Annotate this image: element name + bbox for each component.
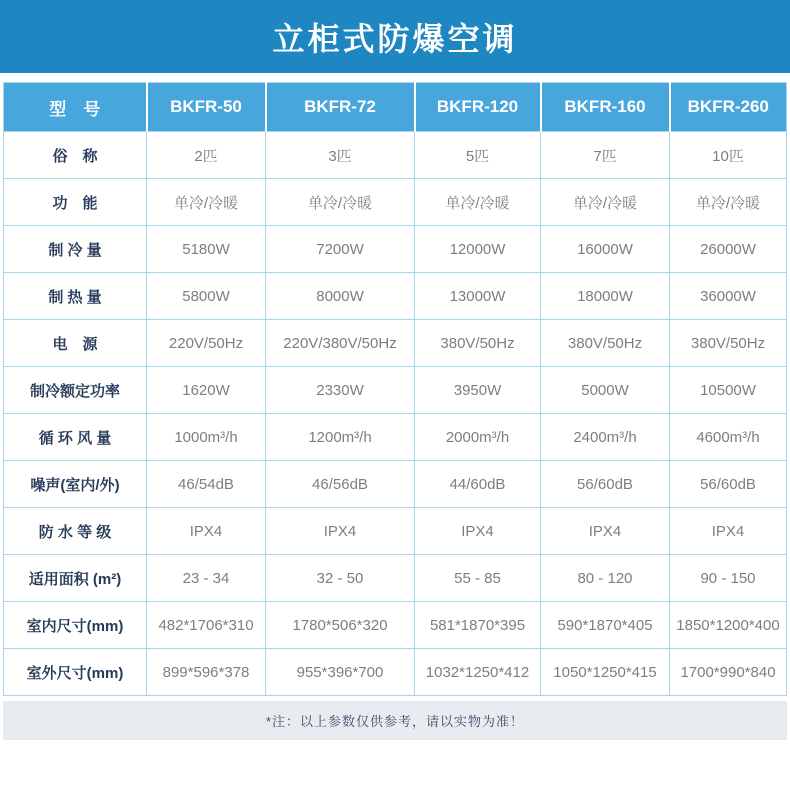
spec-cell: 单冷/冷暖 [147,179,266,226]
spec-cell: IPX4 [147,508,266,555]
spec-table-body [4,132,787,696]
spec-cell: 55 - 85 [415,555,541,602]
spec-cell: 56/60dB [541,461,670,508]
spec-cell: 2匹 [147,132,266,179]
spec-cell: 13000W [415,273,541,320]
spec-cell: 26000W [670,226,787,273]
spec-cell: 36000W [670,273,787,320]
spec-row-label: 制 热 量 [4,273,147,320]
model-name: BKFR-260 [670,83,787,132]
spec-table-wrap [3,82,787,696]
spec-cell: 220V/380V/50Hz [266,320,415,367]
spec-row-label: 循 环 风 量 [4,414,147,461]
spec-cell: 1620W [147,367,266,414]
spec-row-label: 俗 称 [4,132,147,179]
spec-row [4,226,787,273]
spec-cell: 12000W [415,226,541,273]
spec-cell: 7匹 [541,132,670,179]
spec-cell: 1032*1250*412 [415,649,541,696]
spec-cell: 1850*1200*400 [670,602,787,649]
spec-cell: 5匹 [415,132,541,179]
model-name: BKFR-72 [266,83,415,132]
spec-cell: 3950W [415,367,541,414]
spec-cell: IPX4 [415,508,541,555]
spec-cell: 955*396*700 [266,649,415,696]
spec-cell: 1700*990*840 [670,649,787,696]
note-band [3,701,787,740]
spec-cell: 899*596*378 [147,649,266,696]
spec-cell: 单冷/冷暖 [266,179,415,226]
spec-cell: 32 - 50 [266,555,415,602]
spec-cell: 2330W [266,367,415,414]
spec-row-label: 电 源 [4,320,147,367]
spec-cell: 16000W [541,226,670,273]
note-text: *注：以上参数仅供参考，请以实物为准！ [265,714,525,729]
spec-row-label: 室外尺寸(mm) [4,649,147,696]
spec-row-label: 功 能 [4,179,147,226]
spec-cell: 5800W [147,273,266,320]
spec-cell: 2000m³/h [415,414,541,461]
model-header-row [4,83,787,132]
spec-cell: 18000W [541,273,670,320]
spec-cell: 4600m³/h [670,414,787,461]
spec-row [4,132,787,179]
spec-cell: 1200m³/h [266,414,415,461]
spec-table [3,82,787,696]
spec-cell: 380V/50Hz [415,320,541,367]
model-name: BKFR-50 [147,83,266,132]
spec-cell: 单冷/冷暖 [541,179,670,226]
spec-cell: 46/54dB [147,461,266,508]
spec-row [4,508,787,555]
spec-row [4,602,787,649]
spec-cell: 5180W [147,226,266,273]
spec-row-label: 制冷额定功率 [4,367,147,414]
spec-row-label: 防 水 等 级 [4,508,147,555]
spec-cell: 581*1870*395 [415,602,541,649]
model-row-label: 型 号 [4,83,147,132]
spec-cell: 220V/50Hz [147,320,266,367]
page-title: 立柜式防爆空调 [272,20,518,57]
title-band [0,0,790,73]
model-name: BKFR-160 [541,83,670,132]
spec-cell: 23 - 34 [147,555,266,602]
spec-row [4,320,787,367]
spec-cell: 2400m³/h [541,414,670,461]
spec-cell: IPX4 [541,508,670,555]
spec-cell: 90 - 150 [670,555,787,602]
spec-row [4,555,787,602]
spec-cell: 单冷/冷暖 [670,179,787,226]
spec-cell: 590*1870*405 [541,602,670,649]
spec-cell: 8000W [266,273,415,320]
spec-row [4,273,787,320]
spec-cell: 1780*506*320 [266,602,415,649]
spec-cell: 80 - 120 [541,555,670,602]
spec-cell: 44/60dB [415,461,541,508]
spec-cell: 10500W [670,367,787,414]
spec-row [4,461,787,508]
spec-cell: 1000m³/h [147,414,266,461]
spec-cell: 380V/50Hz [541,320,670,367]
spec-cell: 482*1706*310 [147,602,266,649]
spec-row-label: 噪声(室内/外) [4,461,147,508]
spec-cell: IPX4 [266,508,415,555]
spec-cell: 56/60dB [670,461,787,508]
spec-row [4,649,787,696]
spec-row-label: 适用面积 (m²) [4,555,147,602]
spec-row [4,367,787,414]
spec-cell: 3匹 [266,132,415,179]
spec-cell: 1050*1250*415 [541,649,670,696]
spec-cell: 5000W [541,367,670,414]
spec-row-label: 制 冷 量 [4,226,147,273]
spec-cell: 7200W [266,226,415,273]
spec-cell: IPX4 [670,508,787,555]
spec-row [4,414,787,461]
spec-cell: 单冷/冷暖 [415,179,541,226]
spec-cell: 10匹 [670,132,787,179]
spec-row [4,179,787,226]
spec-cell: 46/56dB [266,461,415,508]
model-name: BKFR-120 [415,83,541,132]
spec-cell: 380V/50Hz [670,320,787,367]
spec-row-label: 室内尺寸(mm) [4,602,147,649]
